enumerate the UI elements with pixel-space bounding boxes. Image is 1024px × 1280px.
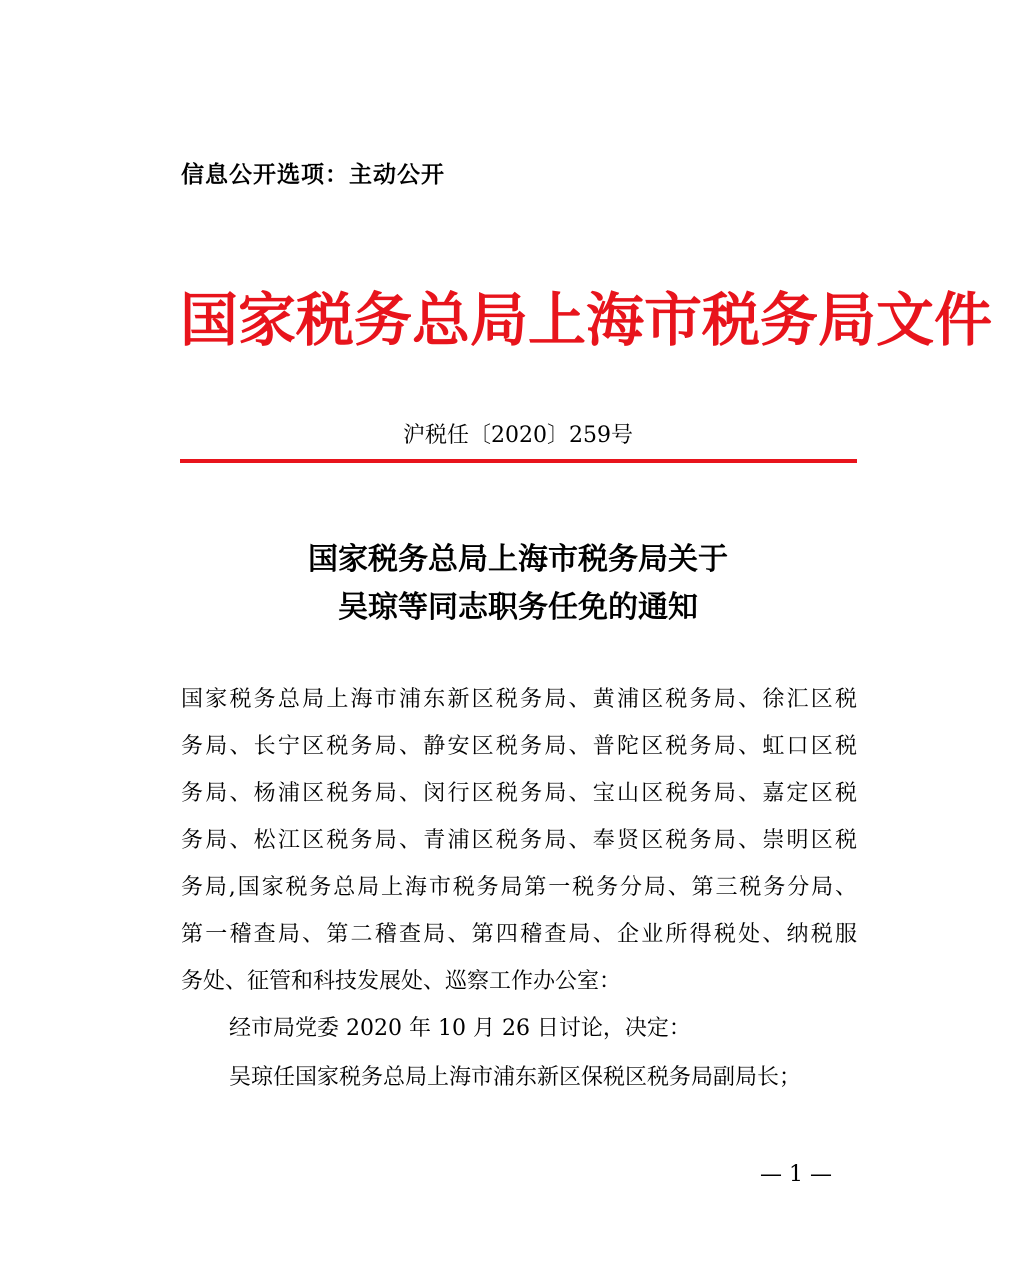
- page-number: — 1 —: [760, 1162, 832, 1187]
- recipients-line: 务局、松江区税务局、青浦区税务局、奉贤区税务局、崇明区税: [181, 828, 857, 853]
- recipients-line: 第一稽查局、第二稽查局、第四稽查局、企业所得税处、纳税服: [181, 922, 857, 947]
- document-masthead: 国家税务总局上海市税务局文件: [180, 286, 993, 354]
- title-line-2: 吴琼等同志职务任免的通知: [338, 590, 698, 625]
- recipients-block: [181, 676, 857, 1005]
- recipients-line: 务局、杨浦区税务局、闵行区税务局、宝山区税务局、嘉定区税: [181, 781, 857, 806]
- red-divider: [180, 459, 857, 463]
- recipients-line: 国家税务总局上海市浦东新区税务局、黄浦区税务局、徐汇区税: [181, 687, 857, 712]
- body-paragraph-decision: 经市局党委 2020 年 10 月 26 日讨论，决定：: [229, 1016, 691, 1041]
- disclosure-option: 信息公开选项：主动公开: [181, 162, 445, 188]
- body-paragraph-appointment: 吴琼任国家税务总局上海市浦东新区保税区税务局副局长；: [229, 1065, 802, 1090]
- document-title: [180, 536, 856, 632]
- recipients-line: 务局,国家税务总局上海市税务局第一税务分局、第三税务分局、: [181, 875, 857, 900]
- recipients-line: 务局、长宁区税务局、静安区税务局、普陀区税务局、虹口区税: [181, 734, 857, 759]
- recipients-line: 务处、征管和科技发展处、巡察工作办公室：: [181, 969, 622, 994]
- document-number: 沪税任〔2020〕259号: [403, 423, 633, 448]
- title-line-1: 国家税务总局上海市税务局关于: [308, 542, 728, 577]
